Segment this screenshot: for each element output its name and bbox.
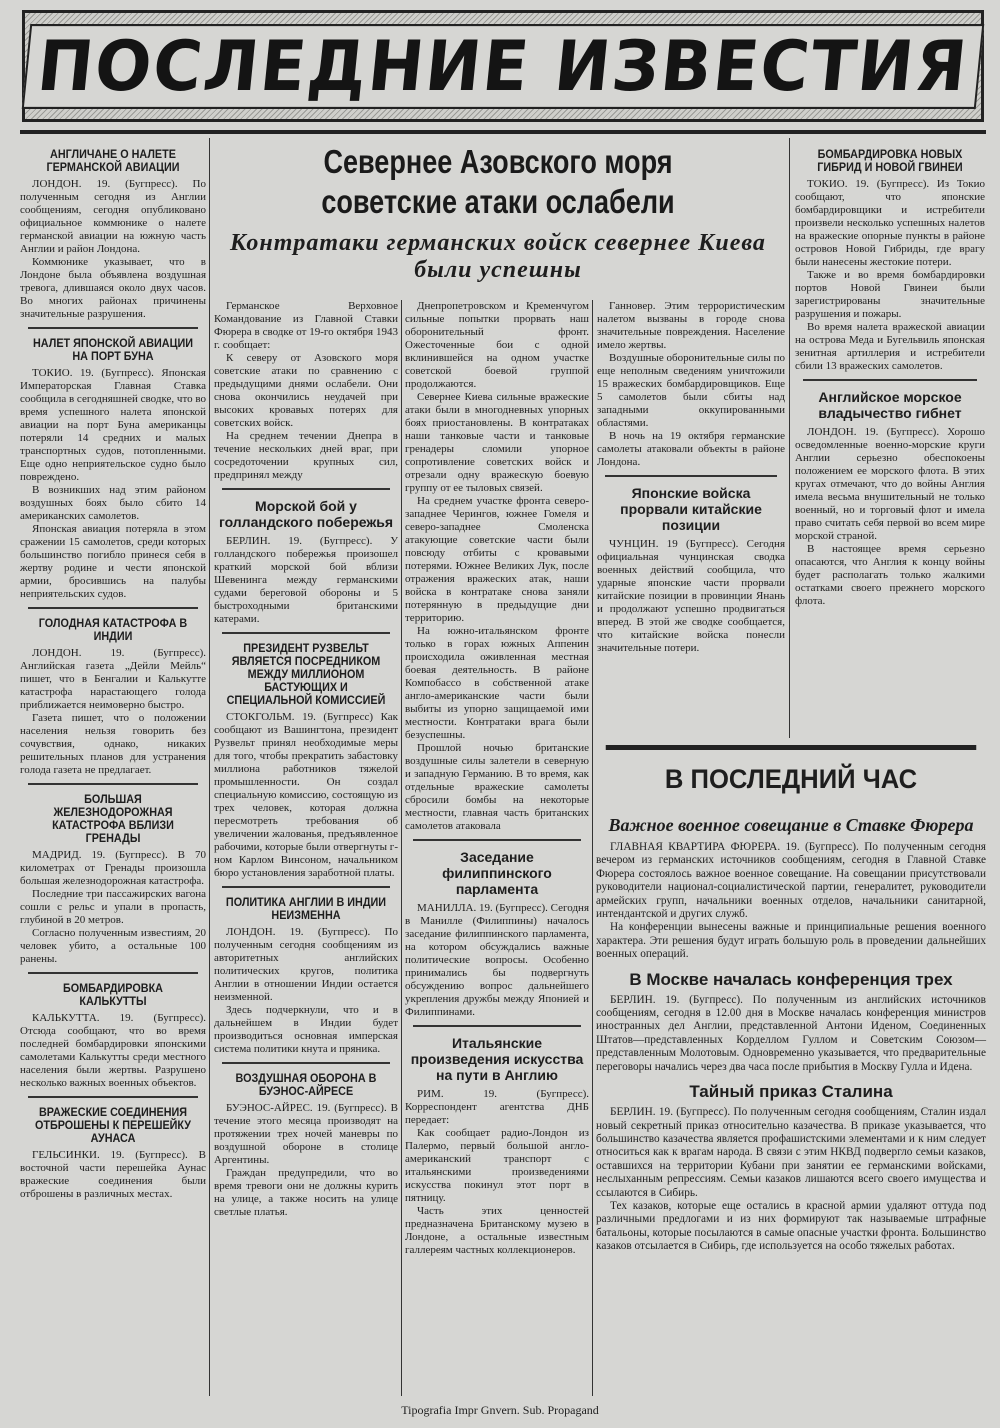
last-hour-section: [596, 745, 986, 1254]
column-2: [214, 300, 398, 1395]
article-separator: [222, 886, 390, 888]
article-paragraph: Здесь подчеркнули, что и в дальнейшем в Индии будет производиться основная имперская система политики кнута и пряника.: [214, 1004, 398, 1055]
article-title: Морской бой у голландского побережья: [218, 498, 394, 530]
article-paragraph: ЛОНДОН. 19. (Бугпресс). Хорошо осведомленные военно-морские круги Англии серьезно обеспокоены положением ее морского флота. В этих кругах отмечают, что до войны Англия имела весьма внушительный не только военный, но и торговый флот и имела право считать себя первой во всем мире морской страной.: [795, 426, 985, 542]
article-paragraph: ГЕЛЬСИНКИ. 19. (Бугпресс). В восточной части перешейка Аунас вражеские соединения были отброшены в различных местах.: [20, 1149, 206, 1200]
article-separator: [28, 972, 198, 974]
article-paragraph: Как сообщает радио-Лондон из Палермо, первый большой англо-американский транспорт с итальянскими произведениями искусства покинул этот порт в пятницу.: [405, 1127, 589, 1204]
article-separator: [605, 475, 777, 477]
article-title: ГОЛОДНАЯ КАТАСТРОФА В ИНДИИ: [38, 616, 188, 643]
article-separator: [28, 1096, 198, 1098]
article-paragraph: Согласно полученным известиям, 20 человек убито, а остальные 100 ранены.: [20, 927, 206, 965]
article-paragraph: На среднем течении Днепра в течение нескольких дней враг, при сосредоточении крупных сил, предпринял между: [214, 430, 398, 481]
main-headline: [214, 142, 782, 284]
article-paragraph: ТОКИО. 19. (Бугпресс). Японская Императорская Главная Ставка сообщила в сегодняшней сводке, что во время успешного налета японской авиации на порт Буна американцы потеряли 14 средних и малых транспортных судов, потопленными. Еще одно неприятельское судно было повреждено.: [20, 367, 206, 483]
article-paragraph: ЛОНДОН. 19. (Бугпресс). Английская газета „Дейли Мейль“ пишет, что в Бенгалии и Калькутте катастрофа нарастающего голода приближается неимоверно быстро.: [20, 647, 206, 711]
column-divider: [401, 300, 402, 1396]
article-paragraph: ЛОНДОН. 19. (Бугпресс). По полученным сегодня из Англии сообщениям, сегодня опубликовано официальное коммюнике о налете германской авиации на южную часть Англии и район Лондона.: [20, 178, 206, 255]
masthead-title: ПОСЛЕДНИЕ ИЗВЕСТИЯ: [22, 23, 985, 108]
article-paragraph: БУЭНОС-АЙРЕС. 19. (Бугпресс). В течение этого месяца производят на протяжении трех ночей маневры по воздушной обороне в столице Аргентины.: [214, 1102, 398, 1166]
article-title: Английское морское владычество гибнет: [818, 389, 962, 421]
article-title: ВРАЖЕСКИЕ СОЕДИНЕНИЯ ОТБРОШЕНЫ К ПЕРЕШЕЙКУ АУНАСА: [34, 1105, 192, 1145]
column-divider: [592, 300, 593, 1396]
article-paragraph: Днепропетровском и Кременчугом сильные попытки прорвать наш оборонительный фронт. Ожесточенные бои с одной вклинившейся на одном участке советской боевой группой продолжаются.: [405, 300, 589, 390]
column-divider: [209, 138, 210, 1396]
masthead-rule: [20, 130, 986, 134]
article-paragraph: МАНИЛЛА. 19. (Бугпресс). Сегодня в Манилле (Филиппины) началось заседание филиппинского парламента, на котором обсуждались важные политические вопросы. Особенно принимались бы подвергнуть обсуждению вопрос дальнейшего укрепления дружбы между Японией и Филиппинами.: [405, 902, 589, 1018]
article-paragraph: В ночь на 19 октября германские самолеты атаковали объекты в районе Лондона.: [597, 430, 785, 468]
article-separator: [28, 783, 198, 785]
headline-subtitle: Контратаки германских войск севернее Киева были успешны: [230, 230, 766, 283]
article-title: БОМБАРДИРОВКА КАЛЬКУТТЫ: [63, 981, 163, 1008]
article-paragraph: На среднем участке фронта северо-западнее Черингов, южнее Гомеля и северо-западнее Смоленска атакующие советские части были повсюду отбиты с кровавыми потерями. Южнее Великих Лук, после отражения вражеских атак, наши войска в контратаке снова заняли потерянную в предыдущие дни территорию.: [405, 495, 589, 624]
article-title: В Москве началась конференция трех: [629, 969, 953, 989]
printer-imprint: Tipografia Impr Gnvern. Sub. Propagand: [401, 1403, 599, 1417]
article-paragraph: Японская авиация потеряла в этом сражении 15 самолетов, среди которых большинство погибло принеся себя в жертву родине и чести японской армии, бросившись на палубы неприятельских судов.: [20, 523, 206, 600]
article-paragraph: Севернее Киева сильные вражеские атаки были в многодневных упорных боях приостановлены. В контратаках наши танковые части и танковые гренадеры сломили упорное сопротивление советских войск и отрезали одну вражескую боевую группу от ее тыловых связей.: [405, 391, 589, 494]
article-paragraph: Газета пишет, что о положении населения нельзя говорить без сочувствия, однако, никаких решительных планов для устранения голода газета не предлагает.: [20, 712, 206, 776]
article-paragraph: На конференции вынесены важные и принципиальные решения военного характера. Эти решения будут играть большую роль в проведении дальнейших военных операций.: [596, 921, 986, 961]
article-title: АНГЛИЧАНЕ О НАЛЕТЕ ГЕРМАНСКОЙ АВИАЦИИ: [46, 147, 180, 174]
article-title: БОЛЬШАЯ ЖЕЛЕЗНОДОРОЖНАЯ КАТАСТРОФА ВБЛИЗИ ГРЕНАДЫ: [52, 792, 174, 845]
article-paragraph: КАЛЬКУТТА. 19. (Бугпресс). Отсюда сообщают, что во время последней бомбардировки японскими самолетами Калькутты среди местного населения были жертвы. Разрушено несколько важных военных объектов.: [20, 1012, 206, 1089]
article-paragraph: СТОКГОЛЬМ. 19. (Бугпресс) Как сообщают из Вашингтона, президент Рузвельт принял необходимые меры для того, чтобы прекратить забастовку миллиона работников тяжелой промышленности. Он создал специальную комиссию, состоящую из трех человек, которая должна пересмотреть требования об увеличении жалованья, предъявленное рабочими, которые были отвергнуты г-ном Карлом Винсоном, начальником бюро установления заработной платы.: [214, 711, 398, 879]
article-paragraph: Последние три пассажирских вагона сошли с рельс и упали в пропасть, глубиной в 20 метров.: [20, 888, 206, 926]
article-separator: [413, 1025, 581, 1027]
article-paragraph: Ганновер. Этим террористическим налетом вызваны в городе снова значительные повреждения. Население имело жертвы.: [597, 300, 785, 351]
article-paragraph: БЕРЛИН. 19. (Бугпресс). По полученным из английских источников сообщениям, сегодня в 12.00 дня в Москве началась конференция министров иностранных дел Англии, представленной Антони Иденом, Соединенных Штатов—представленных Корделлом Гуллом и Советским Союзом—представленным Молотовым. Одновременно указывается, что предварительные переговоры начались через два часа после прибытия в Москву Гулла и Идена.: [596, 993, 986, 1073]
article-title: ПОЛИТИКА АНГЛИИ В ИНДИИ НЕИЗМЕННА: [225, 895, 387, 922]
article-paragraph: В возникших над этим районом воздушных боях было сбито 14 американских самолетов.: [20, 484, 206, 522]
article-separator: [28, 607, 198, 609]
article-separator: [803, 379, 977, 381]
masthead: [22, 10, 984, 122]
article-paragraph: К северу от Азовского моря советские атаки по сравнению с предыдущими днями ослабели. Они снова окончились неудачей при высоких кровавых потерях для советских войск.: [214, 352, 398, 429]
article-separator: [28, 327, 198, 329]
article-title: Японские войска прорвали китайские позиции: [620, 485, 762, 533]
article-paragraph: ГЛАВНАЯ КВАРТИРА ФЮРЕРА. 19. (Бугпресс). По полученным сегодня вечером из германских источников сообщениям, сегодня в Главной Ставке Фюрера состоялось важное военное совещание. На совещании присутствовали руководители национал-социалистической партии, генералитет, руководители армейских групп, начальники военных отделов, начальники санитарной, интендантской и других служб.: [596, 841, 986, 921]
article-title: ВОЗДУШНАЯ ОБОРОНА В БУЭНОС-АЙРЕСЕ: [235, 1071, 377, 1098]
column-5: [795, 140, 985, 740]
article-paragraph: Граждан предупредили, что во время тревоги они не должны курить на улице, а также носить на улице светлые платья.: [214, 1167, 398, 1218]
headline-title: Севернее Азовского моря советские атаки ослабели: [321, 143, 675, 220]
article-paragraph: ЧУНЦИН. 19 (Бугпресс). Сегодня официальная чунцинская сводка военных действий сообщила, что ударные японские части прорвали китайские позиции в провинции Янань и продолжают успешно продвигаться вперед. В этой же сводке сообщается, что китайские войска понесли значительные потери.: [597, 538, 785, 654]
article-paragraph: РИМ. 19. (Бугпресс). Корреспондент агентства ДНБ передает:: [405, 1088, 589, 1126]
article-title: Важное военное совещание в Ставке Фюрера: [608, 815, 974, 835]
article-paragraph: Коммюнике указывает, что в Лондоне была объявлена воздушная тревога, длившаяся около двух часов. Во многих районах причинены значительные разрушения.: [20, 256, 206, 320]
article-separator: [413, 839, 581, 841]
article-paragraph: ЛОНДОН. 19. (Бугпресс). По полученным сегодня сообщениям из авторитетных английских политических кругов, политика Англии в отношении Индии остается неизменной.: [214, 926, 398, 1003]
article-paragraph: МАДРИД. 19. (Бугпресс). В 70 километрах от Гренады произошла большая железнодорожная катастрофа.: [20, 849, 206, 887]
article-title: Итальянские произведения искусства на пути в Англию: [410, 1035, 584, 1083]
article-title: Тайный приказ Сталина: [689, 1082, 893, 1102]
article-paragraph: Также и во время бомбардировки портов Новой Гвинеи были зарегистрированы значительные разрушения и пожары.: [795, 269, 985, 320]
article-paragraph: Во время налета вражеской авиации на острова Меда и Бугельвиль японская зенитная артиллерия и истребители сбили 13 вражеских самолетов.: [795, 321, 985, 372]
article-paragraph: Воздушные оборонительные силы по еще неполным сведениям уничтожили 15 вражеских бомбардировщиков. Еще 5 самолетов были сбиты над западными оккупированными областями.: [597, 352, 785, 429]
article-paragraph: БЕРЛИН. 19. (Бугпресс). У голландского побережья произошел краткий морской бой вблизи Шевенинга между германскими судами береговой обороны и 5 быстроходными британскими катерами.: [214, 535, 398, 625]
article-paragraph: БЕРЛИН. 19. (Бугпресс). По полученным сегодня сообщениям, Сталин издал новый секретный приказ относительно казачества. В приказе указывается, что большинство казачества является профашистскими элементами и к ним следует относиться как к врагам народа. В связи с этим НКВД подвергло семьи казаков, оставшихся на территории Кубани при занятии ее германскими войсками, неслыханным репрессиям. Семьи казаков лишаются всего своего имущества и ссылаются в Сибирь.: [596, 1106, 986, 1199]
article-title: Заседание филиппинского парламента: [442, 849, 552, 897]
article-paragraph: Прошлой ночью британские воздушные силы залетели в северную и западную Германию. В то время, как отдельные вражеские самолеты сбросили бомбы на некоторые местности, главная часть британских самолетов атаковала: [405, 742, 589, 832]
article-paragraph: ТОКИО. 19. (Бугпресс). Из Токио сообщают, что японские бомбардировщики и истребители произвели несколько успешных налетов на вражеские опорные пункты в районе островов Новой Гибриды, где врагу были нанесены жестокие потери.: [795, 178, 985, 268]
article-title: ПРЕЗИДЕНТ РУЗВЕЛЬТ ЯВЛЯЕТСЯ ПОСРЕДНИКОМ МЕЖДУ МИЛЛИОНОМ БАСТУЮЩИХ И СПЕЦИАЛЬНОЙ КОМИССИЕЙ: [226, 641, 386, 707]
column-4: [597, 300, 785, 740]
article-paragraph: Германское Верховное Командование из Главной Ставки Фюрера в сводке от 19-го октября 1943 г. сообщает:: [214, 300, 398, 351]
article-paragraph: Тех казаков, которые еще остались в красной армии удаляют оттуда под различными предлогами и из них формируют так называемые штрафные батальоны, которые посылаются в самые опасные участки фронта. Большинство казаков отсылается в Сибирь, где используется на особо тяжелых работах.: [596, 1199, 986, 1253]
article-paragraph: Часть этих ценностей предназначена Британскому музею в Лондоне, а остальные известным галлереям частных коллекционеров.: [405, 1205, 589, 1256]
article-title: НАЛЕТ ЯПОНСКОЙ АВИАЦИИ НА ПОРТ БУНА: [33, 336, 193, 363]
article-separator: [222, 632, 390, 634]
article-separator: [222, 1062, 390, 1064]
column-1: [20, 140, 206, 1395]
last-hour-title: В ПОСЛЕДНИЙ ЧАС: [606, 745, 977, 805]
article-title: БОМБАРДИРОВКА НОВЫХ ГИБРИД И НОВОЙ ГВИНЕИ: [817, 147, 963, 174]
article-paragraph: На южно-итальянском фронте только в горах южных Аппенин происходила оживленная местная боевая деятельность. В районе Компобассо в собственной атаке англо-американские части были выбиты из упорно защищаемой ими местности. Контратаки врага были безуспешны.: [405, 625, 589, 741]
article-separator: [222, 488, 390, 490]
article-paragraph: В настоящее время серьезно опасаются, что Англия к концу войны будет располагать только жалкими остатками своего прежнего морского флота.: [795, 543, 985, 607]
column-3: [405, 300, 589, 1395]
column-divider: [789, 138, 790, 738]
